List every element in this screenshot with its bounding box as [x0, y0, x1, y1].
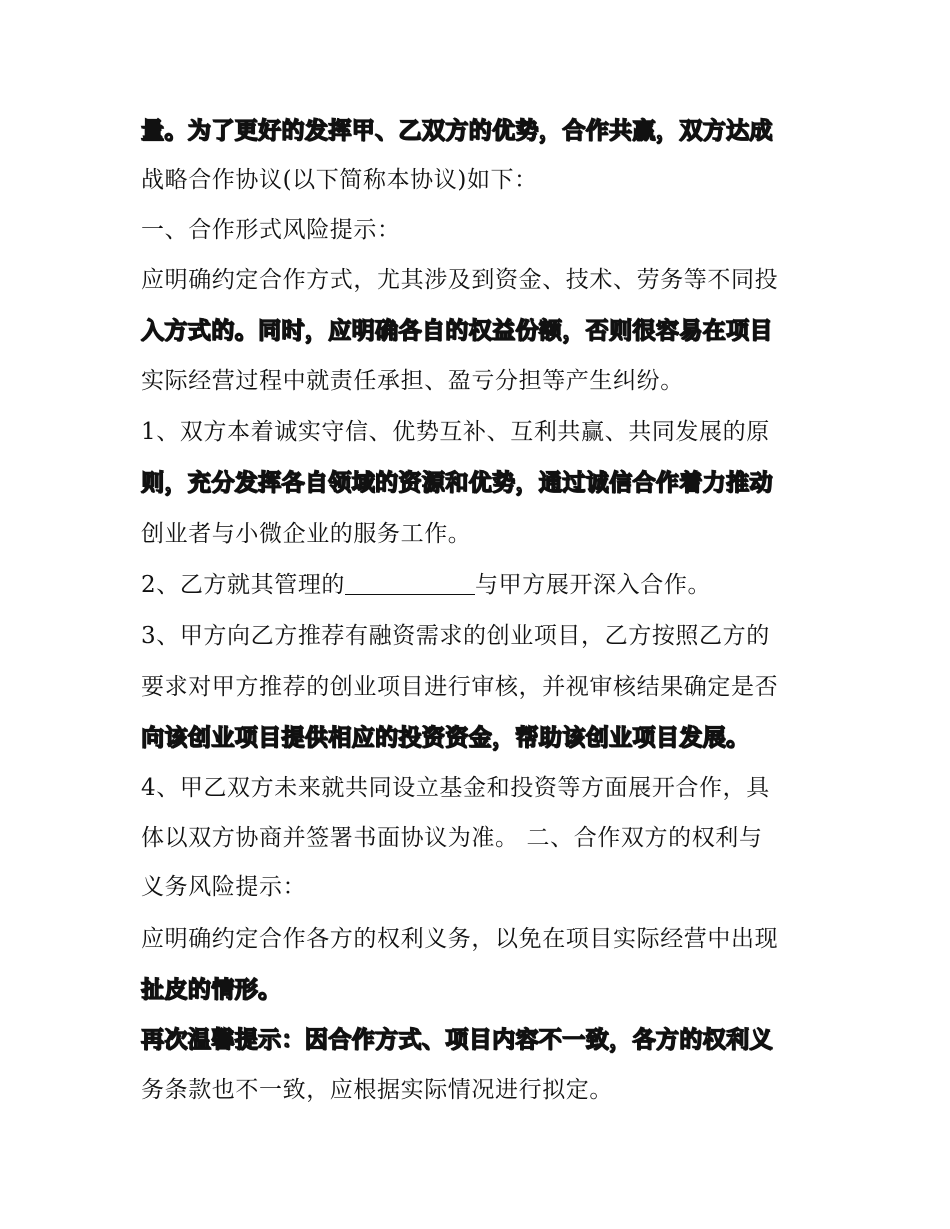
list-item: 3、甲方向乙方推荐有融资需求的创业项目，乙方按照乙方的 [141, 623, 770, 649]
paragraph-line: 入方式的。同时，应明确各自的权益份额，否则很容易在项目 [141, 318, 773, 344]
paragraph-line: 务条款也不一致，应根据实际情况进行拟定。 [141, 1077, 613, 1103]
section-heading: 义务风险提示： [141, 874, 307, 900]
list-item-2 [141, 565, 841, 605]
paragraph-line: 量。为了更好的发挥甲、乙双方的优势，合作共赢，双方达成 [141, 118, 773, 144]
item2-prefix: 2、乙方就其管理的 [141, 572, 346, 598]
paragraph-line: 则，充分发挥各自领域的资源和优势，通过诚信合作着力推动 [141, 470, 773, 496]
list-item: 4、甲乙双方未来就共同设立基金和投资等方面展开合作，具 [141, 775, 770, 801]
paragraph-line: 要求对甲方推荐的创业项目进行审核，并视审核结果确定是否 [141, 674, 779, 700]
reminder-line: 再次温馨提示：因合作方式、项目内容不一致，各方的权利义 [141, 1027, 773, 1053]
paragraph-line: 应明确约定合作各方的权利义务，以免在项目实际经营中出现 [141, 926, 779, 952]
paragraph-line: 战略合作协议(以下简称本协议)如下： [141, 167, 538, 193]
paragraph-line: 实际经营过程中就责任承担、盈亏分担等产生纠纷。 [141, 368, 684, 394]
paragraph-line: 创业者与小微企业的服务工作。 [141, 521, 472, 547]
list-item: 1、双方本着诚实守信、优势互补、互利共赢、共同发展的原 [141, 419, 770, 445]
section-heading: 一、合作形式风险提示： [141, 217, 401, 243]
paragraph-line: 体以双方协商并签署书面协议为准。 二、合作双方的权利与 [141, 825, 763, 851]
item2-suffix: 与甲方展开深入合作。 [475, 572, 712, 598]
paragraph-line: 扯皮的情形。 [141, 977, 282, 1003]
paragraph-line: 应明确约定合作方式，尤其涉及到资金、技术、劳务等不同投 [141, 267, 779, 293]
paragraph-line: 向该创业项目提供相应的投资资金，帮助该创业项目发展。 [141, 725, 750, 751]
fill-in-blank [345, 568, 475, 595]
